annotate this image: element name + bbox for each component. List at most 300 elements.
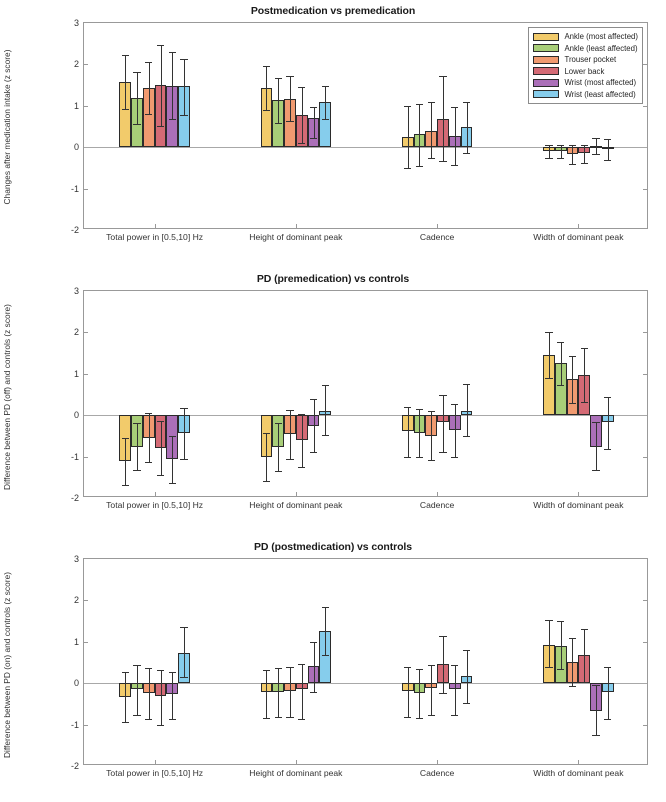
- y-tick-mark: [84, 332, 88, 333]
- error-bar-cap: [145, 114, 152, 115]
- error-bar-cap: [180, 115, 187, 116]
- y-tick-label: 2: [73, 327, 79, 338]
- x-tick-mark: [437, 224, 438, 228]
- x-tick-label: Cadence: [419, 500, 455, 510]
- error-bar-cap: [310, 692, 317, 693]
- x-tick-mark: [155, 492, 156, 496]
- error-bar-cap: [404, 106, 411, 107]
- error-bar: [325, 86, 326, 119]
- error-bar-cap: [169, 119, 176, 120]
- error-bar: [172, 436, 173, 482]
- error-bar-cap: [157, 421, 164, 422]
- error-bar: [172, 672, 173, 719]
- error-bar-cap: [169, 52, 176, 53]
- error-bar: [455, 404, 456, 457]
- error-bar-cap: [428, 665, 435, 666]
- error-bar-cap: [275, 717, 282, 718]
- error-bar-cap: [310, 107, 317, 108]
- error-bar-cap: [581, 629, 588, 630]
- error-bar-cap: [145, 719, 152, 720]
- legend-swatch-icon: [533, 79, 559, 87]
- error-bar-cap: [180, 59, 187, 60]
- error-bar: [572, 145, 573, 164]
- y-tick-mark: [643, 106, 647, 107]
- error-bar: [137, 423, 138, 471]
- y-tick-mark: [643, 189, 647, 190]
- x-tick-label: Total power in [0.5,10] Hz: [106, 768, 204, 778]
- error-bar: [572, 638, 573, 686]
- y-tick-label: 0: [73, 410, 79, 421]
- error-bar-cap: [557, 669, 564, 670]
- y-tick-mark: [84, 374, 88, 375]
- error-bar-cap: [592, 154, 599, 155]
- error-bar: [266, 66, 267, 110]
- legend-item-label: Wrist (least affected): [564, 89, 636, 99]
- legend-swatch-icon: [533, 90, 559, 98]
- error-bar-cap: [592, 422, 599, 423]
- error-bar-cap: [439, 636, 446, 637]
- y-tick-mark: [84, 600, 88, 601]
- error-bar-cap: [557, 158, 564, 159]
- legend-item[interactable]: [533, 89, 638, 101]
- error-bar: [561, 145, 562, 158]
- error-bar-cap: [451, 107, 458, 108]
- error-bar-cap: [545, 158, 552, 159]
- error-bar: [408, 106, 409, 168]
- error-bar-cap: [428, 411, 435, 412]
- error-bar-cap: [463, 102, 470, 103]
- error-bar-cap: [322, 435, 329, 436]
- error-bar: [184, 59, 185, 115]
- error-bar-cap: [604, 397, 611, 398]
- error-bar-cap: [133, 470, 140, 471]
- error-bar-cap: [404, 407, 411, 408]
- error-bar: [431, 102, 432, 158]
- error-bar-cap: [451, 665, 458, 666]
- error-bar-cap: [263, 110, 270, 111]
- y-tick-label: 3: [73, 554, 79, 564]
- error-bar-cap: [416, 718, 423, 719]
- error-bar-cap: [286, 459, 293, 460]
- error-bar: [561, 621, 562, 669]
- error-bar: [314, 107, 315, 138]
- error-bar: [314, 642, 315, 692]
- legend-swatch-icon: [533, 33, 559, 41]
- error-bar-cap: [157, 126, 164, 127]
- error-bar-cap: [569, 164, 576, 165]
- error-bar-cap: [275, 78, 282, 79]
- error-bar: [467, 650, 468, 703]
- error-bar-cap: [122, 485, 129, 486]
- y-tick-label: -1: [70, 183, 79, 194]
- x-tick-mark: [155, 224, 156, 228]
- y-tick-label: 3: [73, 18, 79, 28]
- error-bar-cap: [592, 138, 599, 139]
- error-bar-cap: [581, 402, 588, 403]
- x-tick-mark: [578, 492, 579, 496]
- error-bar: [290, 410, 291, 459]
- plot-area: [70, 554, 648, 778]
- error-bar: [419, 104, 420, 166]
- error-bar-cap: [451, 404, 458, 405]
- error-bar: [443, 76, 444, 161]
- error-bar-cap: [404, 717, 411, 718]
- error-bar: [184, 627, 185, 677]
- error-bar-cap: [133, 72, 140, 73]
- error-bar: [161, 421, 162, 475]
- error-bar: [161, 670, 162, 725]
- legend-item[interactable]: [533, 43, 638, 55]
- error-bar-cap: [557, 385, 564, 386]
- error-bar-cap: [310, 138, 317, 139]
- error-bar: [149, 668, 150, 719]
- y-tick-label: 1: [73, 100, 79, 111]
- error-bar-cap: [275, 423, 282, 424]
- error-bar: [431, 411, 432, 460]
- error-bar-cap: [592, 470, 599, 471]
- error-bar: [266, 670, 267, 718]
- error-bar-cap: [145, 413, 152, 414]
- error-bar: [290, 76, 291, 121]
- panel-title: PD (postmedication) vs controls: [254, 541, 412, 553]
- error-bar-cap: [604, 667, 611, 668]
- error-bar-cap: [286, 121, 293, 122]
- x-tick-label: Total power in [0.5,10] Hz: [106, 500, 204, 510]
- error-bar-cap: [286, 717, 293, 718]
- error-bar-cap: [275, 123, 282, 124]
- y-axis-label: Difference between PD (off) and controls (z score): [2, 304, 12, 490]
- y-tick-mark: [643, 332, 647, 333]
- y-tick-mark: [84, 189, 88, 190]
- y-tick-label: -2: [70, 761, 79, 771]
- y-tick-label: -2: [70, 493, 79, 503]
- error-bar-cap: [133, 715, 140, 716]
- error-bar: [584, 145, 585, 163]
- error-bar-cap: [404, 667, 411, 668]
- legend-item[interactable]: [533, 31, 638, 43]
- error-bar: [549, 620, 550, 667]
- error-bar-cap: [581, 145, 588, 146]
- error-bar-cap: [122, 438, 129, 439]
- x-tick-label: Total power in [0.5,10] Hz: [106, 232, 204, 242]
- x-tick-label: Height of dominant peak: [249, 232, 343, 242]
- error-bar: [549, 332, 550, 377]
- error-bar-cap: [133, 124, 140, 125]
- error-bar: [561, 342, 562, 386]
- error-bar-cap: [180, 459, 187, 460]
- y-tick-label: 3: [73, 286, 79, 296]
- error-bar-cap: [169, 436, 176, 437]
- error-bar-cap: [286, 410, 293, 411]
- error-bar: [137, 72, 138, 124]
- legend-item-label: Ankle (least affected): [564, 43, 638, 53]
- legend-swatch-icon: [533, 56, 559, 64]
- y-tick-label: 2: [73, 595, 79, 606]
- error-bar: [125, 55, 126, 108]
- legend-item[interactable]: [533, 77, 638, 89]
- error-bar-cap: [298, 719, 305, 720]
- y-tick-label: -2: [70, 225, 79, 235]
- error-bar-cap: [428, 460, 435, 461]
- error-bar-cap: [604, 139, 611, 140]
- error-bar-cap: [428, 158, 435, 159]
- y-tick-mark: [84, 457, 88, 458]
- legend-item-label: Trouser pocket: [564, 55, 617, 65]
- error-bar-cap: [322, 119, 329, 120]
- y-tick-label: -1: [70, 451, 79, 462]
- x-tick-label: Width of dominant peak: [533, 232, 624, 242]
- legend-item[interactable]: [533, 54, 638, 66]
- error-bar-cap: [298, 664, 305, 665]
- error-bar: [584, 348, 585, 402]
- error-bar: [608, 667, 609, 719]
- y-tick-mark: [643, 457, 647, 458]
- error-bar: [161, 45, 162, 126]
- error-bar-cap: [157, 45, 164, 46]
- x-tick-mark: [578, 224, 579, 228]
- error-bar-cap: [263, 481, 270, 482]
- error-bar: [419, 409, 420, 458]
- y-tick-mark: [84, 725, 88, 726]
- x-tick-label: Height of dominant peak: [249, 768, 343, 778]
- y-tick-mark: [643, 600, 647, 601]
- legend-item[interactable]: [533, 66, 638, 78]
- error-bar: [266, 433, 267, 480]
- error-bar: [419, 669, 420, 717]
- error-bar: [149, 62, 150, 114]
- error-bar-cap: [416, 457, 423, 458]
- error-bar-cap: [322, 655, 329, 656]
- error-bar-cap: [545, 667, 552, 668]
- error-bar-cap: [428, 102, 435, 103]
- x-tick-mark: [437, 760, 438, 764]
- error-bar: [455, 107, 456, 165]
- error-bar-cap: [581, 682, 588, 683]
- error-bar-cap: [557, 342, 564, 343]
- x-tick-label: Cadence: [419, 232, 455, 242]
- error-bar-cap: [322, 385, 329, 386]
- chart-legend: [528, 27, 643, 104]
- error-bar-cap: [145, 462, 152, 463]
- error-bar: [125, 438, 126, 485]
- legend-item-label: Ankle (most affected): [564, 32, 638, 42]
- error-bar: [408, 667, 409, 717]
- error-bar-cap: [180, 677, 187, 678]
- error-bar-cap: [322, 86, 329, 87]
- error-bar-cap: [322, 607, 329, 608]
- error-bar: [467, 384, 468, 436]
- error-bar-cap: [569, 403, 576, 404]
- error-bar-cap: [604, 160, 611, 161]
- error-bar: [278, 78, 279, 122]
- y-tick-mark: [643, 642, 647, 643]
- plot-area: [70, 18, 648, 242]
- panel-title: Postmedication vs premedication: [250, 5, 416, 17]
- legend-item-label: Wrist (most affected): [564, 78, 637, 88]
- error-bar: [608, 139, 609, 159]
- error-bar-cap: [416, 669, 423, 670]
- y-tick-mark: [84, 64, 88, 65]
- error-bar-cap: [581, 163, 588, 164]
- error-bar: [184, 408, 185, 459]
- error-bar-cap: [122, 672, 129, 673]
- error-bar-cap: [404, 457, 411, 458]
- error-bar: [584, 629, 585, 682]
- error-bar: [290, 667, 291, 717]
- error-bar: [314, 399, 315, 452]
- y-tick-label: -1: [70, 719, 79, 730]
- error-bar: [325, 607, 326, 656]
- error-bar-cap: [604, 449, 611, 450]
- y-tick-label: 2: [73, 59, 79, 70]
- error-bar: [596, 138, 597, 154]
- error-bar-cap: [263, 433, 270, 434]
- error-bar: [572, 356, 573, 403]
- error-bar-cap: [133, 665, 140, 666]
- error-bar: [149, 413, 150, 461]
- y-axis-label: Changes after medication intake (z score): [2, 49, 12, 205]
- error-bar-cap: [592, 685, 599, 686]
- error-bar: [137, 665, 138, 715]
- error-bar: [302, 87, 303, 142]
- error-bar-cap: [416, 166, 423, 167]
- error-bar-cap: [310, 452, 317, 453]
- legend-swatch-icon: [533, 67, 559, 75]
- error-bar: [443, 636, 444, 693]
- error-bar-cap: [145, 668, 152, 669]
- error-bar-cap: [416, 409, 423, 410]
- error-bar-cap: [169, 672, 176, 673]
- error-bar-cap: [545, 145, 552, 146]
- error-bar: [302, 414, 303, 468]
- error-bar-cap: [122, 722, 129, 723]
- y-tick-label: 1: [73, 368, 79, 379]
- y-tick-mark: [643, 64, 647, 65]
- x-tick-label: Height of dominant peak: [249, 500, 343, 510]
- error-bar-cap: [545, 378, 552, 379]
- error-bar: [443, 395, 444, 453]
- error-bar-cap: [428, 715, 435, 716]
- error-bar-cap: [286, 76, 293, 77]
- x-tick-mark: [296, 224, 297, 228]
- error-bar-cap: [463, 153, 470, 154]
- error-bar-cap: [145, 62, 152, 63]
- error-bar-cap: [180, 627, 187, 628]
- y-tick-label: 0: [73, 142, 79, 153]
- error-bar: [302, 664, 303, 719]
- error-bar-cap: [439, 76, 446, 77]
- legend-swatch-icon: [533, 44, 559, 52]
- legend-item-label: Lower back: [564, 66, 605, 76]
- error-bar: [596, 422, 597, 470]
- error-bar: [172, 52, 173, 120]
- error-bar-cap: [298, 467, 305, 468]
- y-tick-mark: [643, 725, 647, 726]
- x-tick-mark: [155, 760, 156, 764]
- error-bar-cap: [275, 668, 282, 669]
- error-bar-cap: [180, 408, 187, 409]
- error-bar-cap: [463, 436, 470, 437]
- error-bar-cap: [545, 620, 552, 621]
- error-bar-cap: [463, 384, 470, 385]
- chart-panel-pd-postmedication-vs-controls: [0, 536, 666, 802]
- error-bar-cap: [169, 719, 176, 720]
- error-bar: [278, 668, 279, 717]
- error-bar: [325, 385, 326, 435]
- error-bar-cap: [439, 452, 446, 453]
- error-bar-cap: [133, 423, 140, 424]
- error-bar-cap: [451, 165, 458, 166]
- panel-title: PD (premedication) vs controls: [256, 273, 410, 285]
- x-tick-mark: [578, 760, 579, 764]
- y-tick-mark: [643, 374, 647, 375]
- error-bar: [408, 407, 409, 457]
- error-bar-cap: [439, 693, 446, 694]
- error-bar-cap: [569, 145, 576, 146]
- error-bar-cap: [545, 332, 552, 333]
- x-tick-label: Width of dominant peak: [533, 768, 624, 778]
- error-bar-cap: [286, 667, 293, 668]
- error-bar-cap: [157, 475, 164, 476]
- error-bar-cap: [263, 718, 270, 719]
- error-bar-cap: [298, 87, 305, 88]
- error-bar-cap: [310, 399, 317, 400]
- chart-panel-postmedication-vs-premedication: [0, 0, 666, 266]
- error-bar: [549, 145, 550, 158]
- error-bar-cap: [451, 457, 458, 458]
- error-bar: [455, 665, 456, 716]
- y-tick-label: 1: [73, 636, 79, 647]
- error-bar-cap: [263, 670, 270, 671]
- error-bar-cap: [581, 348, 588, 349]
- error-bar-cap: [557, 621, 564, 622]
- x-tick-mark: [296, 760, 297, 764]
- x-tick-label: Width of dominant peak: [533, 500, 624, 510]
- plot-area: [70, 286, 648, 510]
- error-bar-cap: [592, 735, 599, 736]
- error-bar: [431, 665, 432, 715]
- error-bar: [278, 423, 279, 471]
- error-bar-cap: [310, 642, 317, 643]
- error-bar-cap: [157, 670, 164, 671]
- y-tick-label: 0: [73, 678, 79, 689]
- x-tick-mark: [296, 492, 297, 496]
- error-bar-cap: [404, 168, 411, 169]
- error-bar-cap: [463, 703, 470, 704]
- error-bar-cap: [557, 145, 564, 146]
- x-tick-mark: [437, 492, 438, 496]
- error-bar-cap: [463, 650, 470, 651]
- error-bar-cap: [569, 686, 576, 687]
- error-bar-cap: [416, 104, 423, 105]
- error-bar-cap: [298, 414, 305, 415]
- error-bar: [125, 672, 126, 722]
- error-bar-cap: [122, 109, 129, 110]
- error-bar-cap: [569, 638, 576, 639]
- y-tick-mark: [84, 642, 88, 643]
- error-bar-cap: [569, 356, 576, 357]
- error-bar-cap: [451, 715, 458, 716]
- error-bar-cap: [263, 66, 270, 67]
- error-bar-cap: [439, 161, 446, 162]
- error-bar-cap: [439, 395, 446, 396]
- chart-panel-pd-premedication-vs-controls: [0, 268, 666, 534]
- error-bar-cap: [122, 55, 129, 56]
- y-axis-label: Difference between PD (on) and controls (z score): [2, 571, 12, 759]
- error-bar-cap: [298, 143, 305, 144]
- x-tick-label: Cadence: [419, 768, 455, 778]
- error-bar-cap: [157, 725, 164, 726]
